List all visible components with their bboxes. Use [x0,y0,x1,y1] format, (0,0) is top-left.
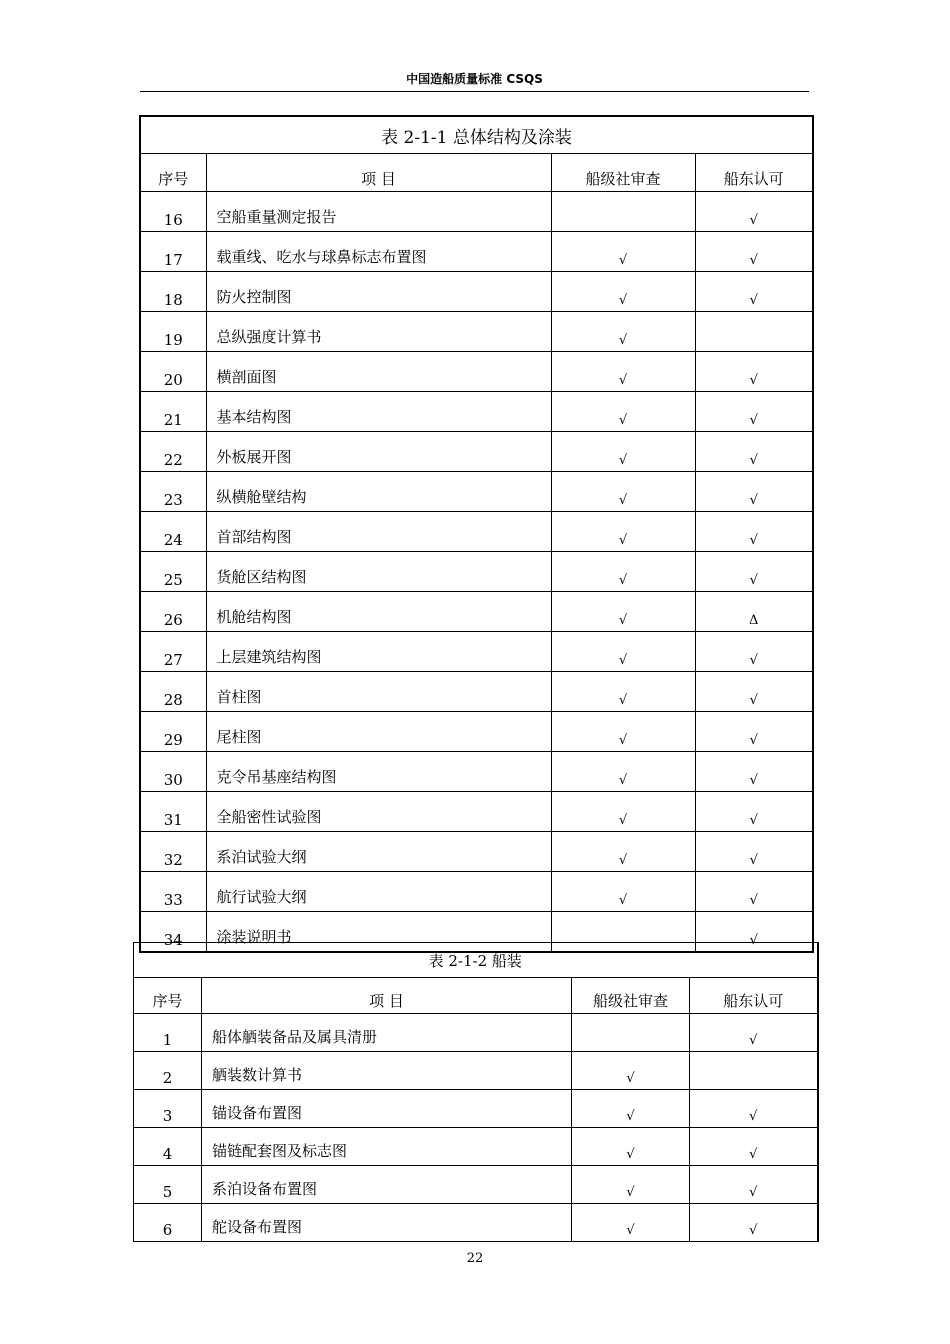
class-review-mark: √ [551,312,695,352]
row-number: 24 [140,512,206,552]
row-number: 26 [140,592,206,632]
owner-approval-mark: √ [695,272,813,312]
table-header-row [134,978,818,1014]
row-item: 涂装说明书 [206,912,551,953]
owner-approval-mark: √ [695,472,813,512]
owner-approval-mark: √ [695,192,813,232]
row-item: 外板展开图 [206,432,551,472]
row-number: 21 [140,392,206,432]
class-review-mark: √ [551,872,695,912]
class-review-mark: √ [551,472,695,512]
row-number: 2 [134,1052,202,1090]
owner-approval-mark: √ [695,552,813,592]
table-row [140,792,813,832]
table-caption: 表 2-1-1 总体结构及涂装 [140,116,813,154]
table-row [140,432,813,472]
class-review-mark: √ [551,792,695,832]
row-number: 18 [140,272,206,312]
table-row [140,712,813,752]
class-review-mark: √ [572,1128,690,1166]
owner-approval-mark: √ [690,1090,818,1128]
table-row [134,1090,818,1128]
owner-approval-mark: √ [695,872,813,912]
row-number: 4 [134,1128,202,1166]
class-review-mark: √ [551,832,695,872]
class-review-mark: √ [551,432,695,472]
row-number: 1 [134,1014,202,1052]
row-number: 5 [134,1166,202,1204]
column-header-owner-approval: 船东认可 [690,978,818,1014]
table-row [140,352,813,392]
class-review-mark: √ [551,512,695,552]
page-header: 中国造船质量标准 CSQS [140,70,809,92]
row-number: 28 [140,672,206,712]
row-number: 19 [140,312,206,352]
row-number: 22 [140,432,206,472]
row-number: 33 [140,872,206,912]
owner-approval-mark: √ [695,912,813,953]
table-caption: 表 2-1-2 船装 [134,943,818,978]
class-review-mark: √ [551,752,695,792]
row-item: 锚链配套图及标志图 [202,1128,572,1166]
row-number: 25 [140,552,206,592]
row-item: 全船密性试验图 [206,792,551,832]
owner-approval-mark: √ [690,1128,818,1166]
class-review-mark: √ [551,632,695,672]
owner-approval-mark: √ [695,832,813,872]
class-review-mark: √ [572,1052,690,1090]
table-row [140,832,813,872]
column-header-class-review: 船级社审查 [551,154,695,192]
class-review-mark: √ [572,1166,690,1204]
row-item: 首柱图 [206,672,551,712]
row-number: 30 [140,752,206,792]
column-header-number: 序号 [134,978,202,1014]
column-header-class-review: 船级社审查 [572,978,690,1014]
row-item: 锚设备布置图 [202,1090,572,1128]
row-item: 舵设备布置图 [202,1204,572,1242]
row-number: 23 [140,472,206,512]
row-number: 16 [140,192,206,232]
table-row [140,272,813,312]
owner-approval-mark: √ [695,392,813,432]
row-number: 27 [140,632,206,672]
row-item: 航行试验大纲 [206,872,551,912]
owner-approval-mark: √ [695,792,813,832]
row-item: 首部结构图 [206,512,551,552]
column-header-owner-approval: 船东认可 [695,154,813,192]
table-row [134,1014,818,1052]
row-item: 船体舾装备品及属具清册 [202,1014,572,1052]
row-item: 上层建筑结构图 [206,632,551,672]
row-number: 3 [134,1090,202,1128]
row-number: 6 [134,1204,202,1242]
row-item: 系泊试验大纲 [206,832,551,872]
row-item: 载重线、吃水与球鼻标志布置图 [206,232,551,272]
class-review-mark: √ [551,392,695,432]
table-overall-structure [139,115,814,953]
class-review-mark: √ [551,592,695,632]
row-item: 机舱结构图 [206,592,551,632]
row-number: 31 [140,792,206,832]
table-header-row [140,154,813,192]
class-review-mark: √ [551,672,695,712]
owner-approval-mark: Δ [695,592,813,632]
table-row [140,632,813,672]
owner-approval-mark: √ [690,1014,818,1052]
table-row [140,752,813,792]
class-review-mark: √ [572,1204,690,1242]
class-review-mark: √ [551,232,695,272]
table-row [140,392,813,432]
class-review-mark: √ [551,272,695,312]
owner-approval-mark: √ [690,1166,818,1204]
table-row [134,1166,818,1204]
row-item: 纵横舱壁结构 [206,472,551,512]
row-item: 舾装数计算书 [202,1052,572,1090]
class-review-mark [551,192,695,232]
owner-approval-mark: √ [695,712,813,752]
class-review-mark: √ [551,712,695,752]
table-row [140,232,813,272]
row-number: 20 [140,352,206,392]
owner-approval-mark: √ [695,672,813,712]
owner-approval-mark: √ [695,632,813,672]
class-review-mark: √ [572,1090,690,1128]
owner-approval-mark [690,1052,818,1090]
row-number: 34 [140,912,206,953]
page-number: 22 [466,1251,484,1266]
class-review-mark: √ [551,552,695,592]
row-item: 总纵强度计算书 [206,312,551,352]
owner-approval-mark: √ [695,352,813,392]
table-row [140,512,813,552]
class-review-mark: √ [551,352,695,392]
row-item: 防火控制图 [206,272,551,312]
row-item: 货舱区结构图 [206,552,551,592]
table-row [134,1204,818,1242]
owner-approval-mark: √ [695,752,813,792]
row-item: 基本结构图 [206,392,551,432]
table-row [140,592,813,632]
owner-approval-mark [695,312,813,352]
owner-approval-mark: √ [690,1204,818,1242]
column-header-item: 项 目 [206,154,551,192]
row-number: 29 [140,712,206,752]
table-row [140,192,813,232]
row-item: 系泊设备布置图 [202,1166,572,1204]
class-review-mark [572,1014,690,1052]
column-header-number: 序号 [140,154,206,192]
table-row [140,672,813,712]
table-row [134,1128,818,1166]
table-row [140,552,813,592]
row-item: 横剖面图 [206,352,551,392]
owner-approval-mark: √ [695,512,813,552]
row-item: 克令吊基座结构图 [206,752,551,792]
column-header-item: 项 目 [202,978,572,1014]
table-row [140,472,813,512]
row-number: 32 [140,832,206,872]
owner-approval-mark: √ [695,232,813,272]
row-item: 尾柱图 [206,712,551,752]
table-row [140,872,813,912]
row-number: 17 [140,232,206,272]
owner-approval-mark: √ [695,432,813,472]
table-outfitting [133,942,819,1242]
table-row [134,1052,818,1090]
row-item: 空船重量测定报告 [206,192,551,232]
table-row [140,312,813,352]
